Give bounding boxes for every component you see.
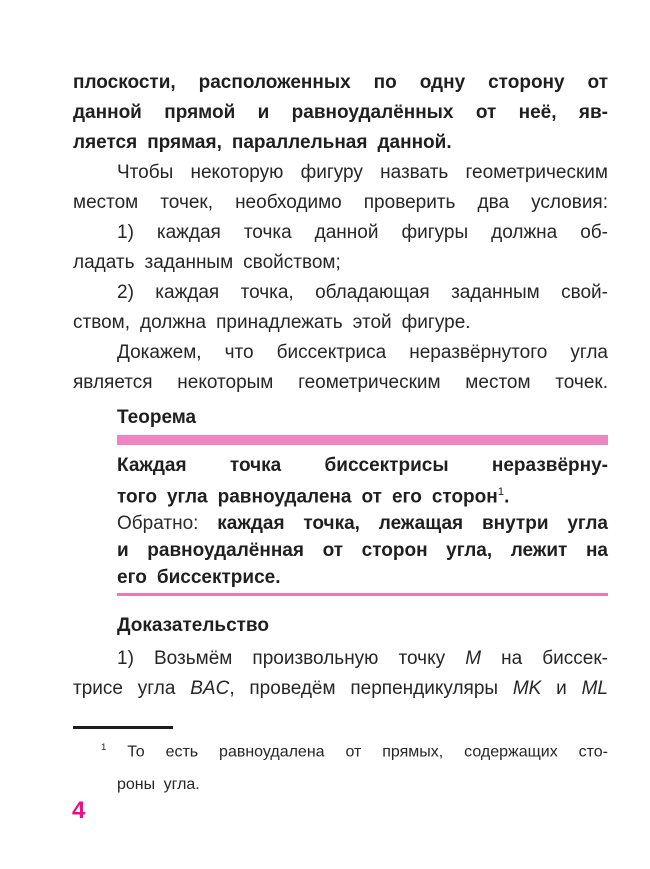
- text-segment: ладать заданным свойством;: [73, 252, 341, 273]
- theorem-body: [117, 452, 608, 591]
- text-line: [117, 510, 608, 537]
- proof-heading: Доказательство: [117, 615, 269, 637]
- text-line: [73, 68, 608, 98]
- text-line: [73, 368, 608, 398]
- text-line: [73, 338, 608, 368]
- text-segment: 1) Возьмём произвольную точку: [117, 648, 466, 670]
- text-segment: ML: [581, 678, 608, 700]
- text-segment: M: [465, 648, 482, 670]
- text-line: [117, 564, 608, 591]
- text-line: [73, 732, 608, 768]
- text-segment: , проведём перпендикуляры: [229, 678, 513, 700]
- text-segment: каждая точка, лежащая внутри угла: [217, 513, 608, 535]
- text-line: [73, 278, 608, 308]
- text-line: [117, 479, 608, 510]
- text-line: [73, 769, 608, 801]
- text-segment: 2) каждая точка, обладающая заданным свой-: [117, 282, 608, 303]
- text-segment: .: [504, 486, 510, 508]
- page-number: 4: [72, 797, 86, 824]
- text-segment: MK: [512, 678, 542, 700]
- paragraph-condition-2: [73, 278, 608, 338]
- text-segment: Докажем, что биссектриса неразвёрнутого угла: [117, 342, 608, 363]
- text-segment: 1: [101, 742, 107, 754]
- theorem-heading: Теорема: [117, 407, 197, 428]
- text-line: [73, 218, 608, 248]
- paragraph-proof: [73, 644, 608, 704]
- text-line: [117, 537, 608, 564]
- text-line: [117, 452, 608, 479]
- text-line: [73, 674, 608, 704]
- text-segment: BAC: [190, 678, 230, 700]
- footnote: [73, 732, 608, 800]
- paragraph-conditions-intro: [73, 158, 608, 218]
- text-segment: 1: [497, 486, 505, 498]
- text-segment: 1) каждая точка данной фигуры должна об-: [117, 222, 608, 243]
- text-segment: Чтобы некоторую фигуру назвать геометрическим: [117, 162, 608, 183]
- text-segment: данной прямой и равноудалённых от неё, яв-: [73, 102, 608, 123]
- text-segment: того угла равноудалена от его сторон: [117, 486, 498, 508]
- text-segment: на биссек-: [481, 648, 608, 670]
- text-segment: трисе угла: [73, 678, 191, 700]
- footnote-rule: [73, 726, 173, 729]
- text-segment: Обратно:: [117, 513, 218, 535]
- theorem-accent-bar-bottom: [117, 593, 608, 596]
- paragraph-intro-bold: [73, 68, 608, 158]
- paragraph-condition-1: [73, 218, 608, 278]
- text-segment: его биссектрисе.: [117, 567, 281, 589]
- text-line: [73, 158, 608, 188]
- text-line: [73, 308, 608, 338]
- text-segment: То есть равноудалена от прямых, содержащих сто-: [106, 743, 608, 761]
- text-segment: и равноудалённая от сторон угла, лежит на: [117, 540, 608, 562]
- text-segment: ляется прямая, параллельная данной.: [73, 132, 452, 153]
- text-segment: и: [541, 678, 582, 700]
- text-segment: плоскости, расположенных по одну сторону от: [73, 72, 608, 93]
- paragraph-prove-intro: [73, 338, 608, 398]
- text-segment: роны угла.: [117, 775, 200, 793]
- page-content: [73, 68, 608, 801]
- text-line: [73, 128, 608, 158]
- text-segment: местом точек, необходимо проверить два условия:: [73, 192, 608, 213]
- text-segment: ством, должна принадлежать этой фигуре.: [73, 312, 471, 333]
- text-segment: является некоторым геометрическим местом точек.: [73, 372, 608, 393]
- text-line: [73, 248, 608, 278]
- theorem-accent-bar-top: [117, 435, 608, 445]
- text-line: [73, 644, 608, 674]
- text-segment: Каждая точка биссектрисы неразвёрну-: [117, 455, 608, 476]
- text-line: [73, 188, 608, 218]
- text-line: [73, 98, 608, 128]
